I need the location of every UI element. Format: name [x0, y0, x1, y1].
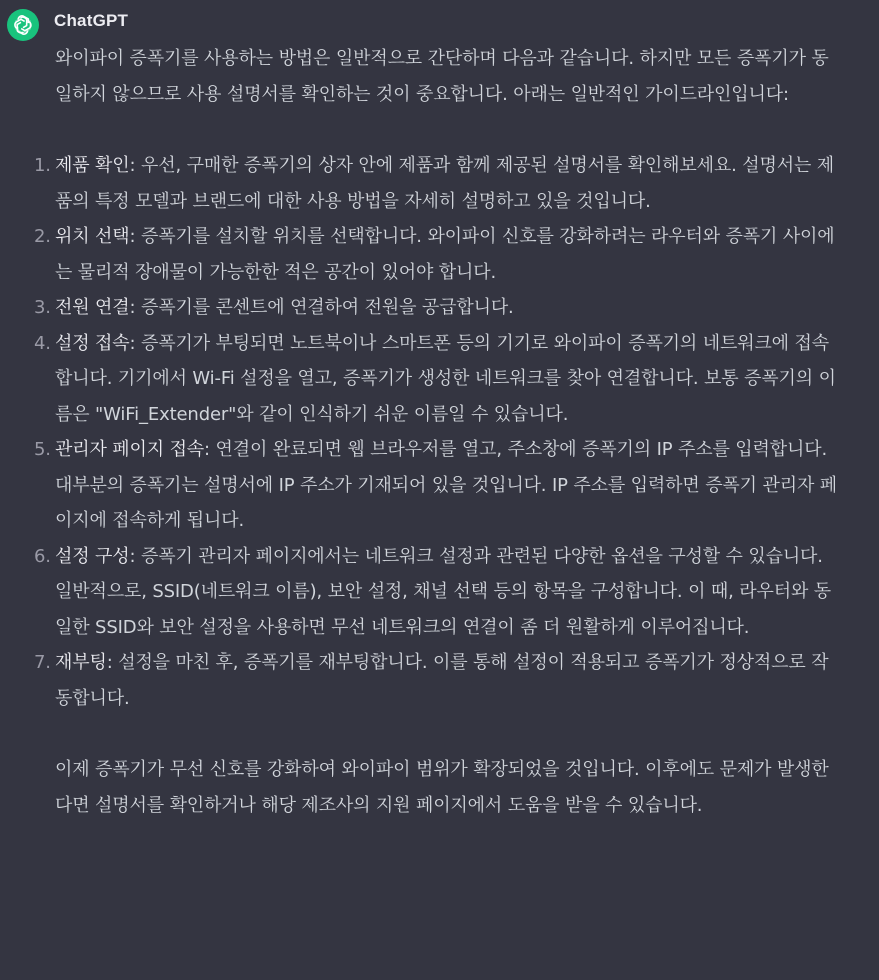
step-text: : 연결이 완료되면 웹 브라우저를 열고, 주소창에 증폭기의 IP 주소를 입력합니다. 대부분의 증폭기는 설명서에 IP 주소가 기재되어 있을 것입니다. IP 주소를 입력하면 증폭기 관리자 페이지에 접속하게 됩니다. — [55, 439, 838, 531]
list-item — [34, 326, 845, 433]
list-item — [34, 539, 845, 646]
intro-paragraph: 와이파이 증폭기를 사용하는 방법은 일반적으로 간단하며 다음과 같습니다. 하지만 모든 증폭기가 동일하지 않으므로 사용 설명서를 확인하는 것이 중요합니다. 아래는 일반적인 가이드라인입니다: — [55, 48, 829, 105]
openai-logo-icon — [12, 14, 34, 36]
assistant-avatar — [7, 9, 39, 41]
step-text: : 우선, 구매한 증폭기의 상자 안에 제품과 함께 제공된 설명서를 확인해보세요. 설명서는 제품의 특정 모델과 브랜드에 대한 사용 방법을 자세히 설명하고 있을 것입니다. — [55, 155, 835, 212]
step-text: : 증폭기를 설치할 위치를 선택합니다. 와이파이 신호를 강화하려는 라우터와 증폭기 사이에는 물리적 장애물이 가능한한 적은 공간이 있어야 합니다. — [55, 226, 835, 283]
list-item — [34, 432, 845, 539]
step-text: : 증폭기를 콘센트에 연결하여 전원을 공급합니다. — [129, 297, 514, 318]
step-title: 제품 확인 — [55, 155, 130, 176]
sender-name: ChatGPT — [54, 11, 129, 30]
steps-list — [34, 148, 845, 716]
outro-paragraph: 이제 증폭기가 무선 신호를 강화하여 와이파이 범위가 확장되었을 것입니다. 이후에도 문제가 발생한다면 설명서를 확인하거나 해당 제조사의 지원 페이지에서 도움을 받을 수 있습니다. — [55, 759, 829, 816]
list-item — [34, 290, 845, 326]
step-title: 설정 접속 — [55, 332, 130, 354]
step-text: : 증폭기 관리자 페이지에서는 네트워크 설정과 관련된 다양한 옵션을 구성할 수 있습니다. 일반적으로, SSID(네트워크 이름), 보안 설정, 채널 선택 등의 항목을 구성합니다. 이 때, 라우터와 동일한 SSID와 보안 설정을 사용하면 무선 네트워크의 연결이 좀 더 원활하게 이루어집니다. — [55, 545, 832, 638]
message-content — [34, 41, 845, 823]
list-number: 3. — [34, 297, 51, 318]
step-title: 위치 선택 — [55, 226, 130, 247]
list-number: 1. — [34, 155, 51, 176]
step-text: : 증폭기가 부팅되면 노트북이나 스마트폰 등의 기기로 와이파이 증폭기의 네트워크에 접속합니다. 기기에서 Wi-Fi 설정을 열고, 증폭기가 생성한 네트워크를 찾아 연결합니다. 보통 증폭기의 이름은 "WiFi_Extender"와 같이 인식하기 쉬운 이름일 수 있습니다. — [55, 332, 836, 425]
list-number: 7. — [34, 652, 51, 673]
step-title: 재부팅 — [55, 652, 107, 673]
list-item — [34, 148, 845, 219]
list-number: 4. — [34, 332, 51, 354]
step-title: 관리자 페이지 접속 — [55, 439, 205, 460]
list-item — [34, 219, 845, 290]
step-title: 전원 연결 — [55, 297, 130, 318]
list-number: 6. — [34, 545, 51, 567]
list-item — [34, 645, 845, 716]
step-text: : 설정을 마친 후, 증폭기를 재부팅합니다. 이를 통해 설정이 적용되고 증폭기가 정상적으로 작동합니다. — [55, 652, 829, 709]
list-number: 5. — [34, 439, 51, 460]
step-title: 설정 구성 — [55, 545, 130, 567]
list-number: 2. — [34, 226, 51, 247]
